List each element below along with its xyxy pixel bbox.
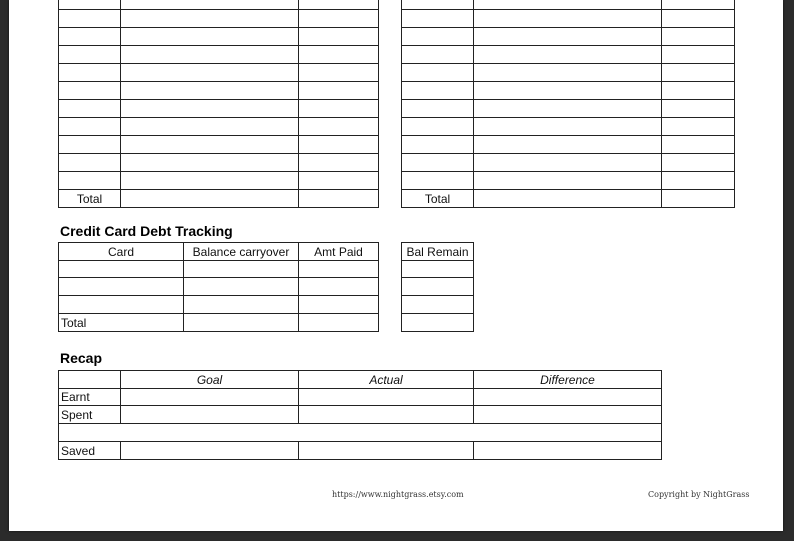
table-cell — [59, 371, 121, 389]
table-cell — [59, 296, 184, 314]
credit-card-section-title: Credit Card Debt Tracking — [60, 223, 233, 239]
table-cell — [402, 136, 474, 154]
document-page — [9, 0, 783, 531]
table-cell — [59, 10, 121, 28]
table-cell — [59, 172, 121, 190]
table-cell — [402, 296, 474, 314]
recap-table — [58, 370, 662, 460]
credit-card-table — [58, 242, 379, 332]
top-right-table — [401, 0, 735, 208]
table-cell — [59, 278, 184, 296]
header-difference: Difference — [474, 371, 662, 389]
top-left-table — [58, 0, 379, 208]
footer-copyright: Copyright by NightGrass — [648, 490, 750, 499]
total-label: Total — [59, 314, 184, 332]
table-cell — [59, 46, 121, 64]
table-cell — [59, 261, 184, 278]
table-cell — [59, 154, 121, 172]
table-cell — [402, 314, 474, 332]
header-goal: Goal — [121, 371, 299, 389]
table-cell — [402, 64, 474, 82]
table-cell — [402, 172, 474, 190]
table-cell — [402, 278, 474, 296]
table-cell — [402, 82, 474, 100]
footer-url[interactable]: https://www.nightgrass.etsy.com — [332, 490, 464, 499]
header-balance-carryover: Balance carryover — [184, 243, 299, 261]
table-cell — [59, 28, 121, 46]
recap-section-title: Recap — [60, 350, 103, 366]
table-cell — [59, 64, 121, 82]
table-cell — [59, 118, 121, 136]
table-cell — [402, 28, 474, 46]
table-cell — [402, 261, 474, 278]
row-label-saved: Saved — [59, 442, 121, 460]
table-cell — [59, 100, 121, 118]
bal-remain-table — [401, 242, 474, 332]
total-label: Total — [59, 190, 121, 208]
table-cell — [402, 0, 474, 10]
header-actual: Actual — [299, 371, 474, 389]
row-label-spent: Spent — [59, 406, 121, 424]
row-label-earnt: Earnt — [59, 389, 121, 406]
table-cell — [59, 82, 121, 100]
table-cell — [59, 136, 121, 154]
header-bal-remain: Bal Remain — [402, 243, 474, 261]
header-card: Card — [59, 243, 184, 261]
table-cell — [402, 118, 474, 136]
header-amt-paid: Amt Paid — [299, 243, 379, 261]
table-cell — [402, 100, 474, 118]
table-cell — [402, 46, 474, 64]
total-label: Total — [402, 190, 474, 208]
table-cell — [402, 154, 474, 172]
spacer-row — [59, 424, 662, 442]
table-cell — [402, 10, 474, 28]
table-cell — [59, 0, 121, 10]
